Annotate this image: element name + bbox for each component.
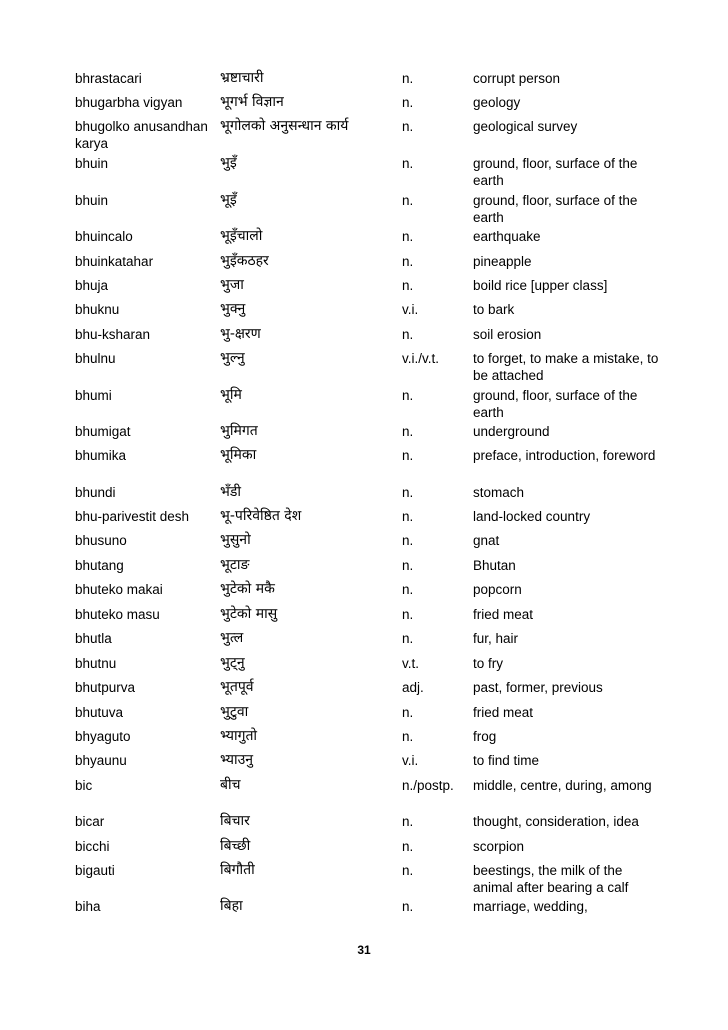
entry-pos: n. — [402, 119, 414, 134]
entry-headword: bhutla — [75, 631, 112, 646]
entry-pos: v.i./v.t. — [402, 351, 439, 366]
dictionary-entry — [75, 532, 665, 549]
entry-nepali: भुटेको मकै — [220, 581, 275, 597]
entry-nepali: भूगोलको अनुसन्धान कार्य — [220, 118, 349, 134]
entry-definition: stomach — [473, 485, 525, 500]
entry-definition: ground, floor, surface of the earth — [473, 156, 638, 188]
entry-headword: bhuteko makai — [75, 582, 163, 597]
entry-definition: thought, consideration, idea — [473, 814, 639, 829]
entry-definition: preface, introduction, foreword — [473, 448, 656, 463]
entry-nepali: भूतपूर्व — [220, 679, 254, 695]
entry-definition: scorpion — [473, 839, 525, 854]
entry-definition: fur, hair — [473, 631, 519, 646]
entry-nepali: भँडी — [220, 484, 241, 500]
dictionary-entry — [75, 508, 665, 525]
dictionary-entry — [75, 679, 665, 696]
entry-headword: bhutuva — [75, 705, 124, 720]
entry-pos: v.i. — [402, 302, 419, 317]
dictionary-entry — [75, 838, 665, 855]
entry-definition: past, former, previous — [473, 680, 603, 695]
entry-headword: bhuin — [75, 156, 109, 171]
entry-headword: bhrastacari — [75, 71, 142, 86]
dictionary-entry — [75, 94, 665, 111]
entry-headword: bhyaguto — [75, 729, 131, 744]
dictionary-entry — [75, 752, 665, 769]
entry-nepali: भ्यागुतो — [220, 728, 258, 744]
dictionary-entry — [75, 862, 665, 895]
entry-nepali: भूमिका — [220, 447, 257, 463]
entry-headword: bhu-parivestit desh — [75, 509, 190, 524]
entry-nepali: भुट्नु — [220, 655, 245, 671]
entry-pos: n. — [402, 863, 414, 878]
entry-headword: bic — [75, 778, 93, 793]
entry-headword: bhumika — [75, 448, 127, 463]
entry-nepali: भ्रष्टाचारी — [220, 70, 264, 86]
entry-nepali: भुजा — [220, 277, 244, 293]
entry-pos: n. — [402, 729, 414, 744]
entry-headword: bhutnu — [75, 656, 117, 671]
entry-pos: n. — [402, 254, 414, 269]
entry-definition: ground, floor, surface of the earth — [473, 388, 638, 420]
entry-nepali: भुक्नु — [220, 301, 246, 317]
entry-definition: Bhutan — [473, 558, 516, 573]
entry-definition: middle, centre, during, among — [473, 778, 652, 793]
entry-pos: n. — [402, 485, 414, 500]
entry-definition: geology — [473, 95, 521, 110]
entry-headword: bhutang — [75, 558, 124, 573]
entry-definition: ground, floor, surface of the earth — [473, 193, 638, 225]
entry-headword: bhutpurva — [75, 680, 136, 695]
dictionary-entry — [75, 350, 665, 383]
entry-headword: bhuin — [75, 193, 109, 208]
entry-definition: corrupt person — [473, 71, 561, 86]
entry-nepali: भुसुनो — [220, 532, 251, 548]
entry-headword: bhugolko anusandhan karya — [75, 119, 208, 151]
entry-nepali: बिच्छी — [220, 838, 251, 854]
entry-headword: bhusuno — [75, 533, 127, 548]
entry-pos: n. — [402, 899, 414, 914]
entry-pos: v.t. — [402, 656, 420, 671]
dictionary-entry — [75, 253, 665, 270]
entry-nepali: भ्याउनु — [220, 752, 254, 768]
entry-nepali: भु-क्षरण — [220, 326, 261, 342]
entry-pos: n. — [402, 448, 414, 463]
entry-nepali: भुत्ल — [220, 630, 244, 646]
entry-nepali: बिचार — [220, 813, 250, 829]
dictionary-entry — [75, 277, 665, 294]
dictionary-entry — [75, 118, 665, 152]
entry-definition: soil erosion — [473, 327, 542, 342]
entry-definition: land-locked country — [473, 509, 591, 524]
dictionary-entry — [75, 557, 665, 574]
entry-pos: n. — [402, 327, 414, 342]
entry-nepali: भूमि — [220, 387, 242, 403]
entry-pos: n. — [402, 607, 414, 622]
dictionary-entry — [75, 228, 665, 245]
entry-definition: popcorn — [473, 582, 522, 597]
entry-headword: bhumigat — [75, 424, 131, 439]
dictionary-entry — [75, 655, 665, 672]
dictionary-entry — [75, 630, 665, 647]
entry-pos: adj. — [402, 680, 424, 695]
entry-pos: n. — [402, 509, 414, 524]
entry-headword: bhumi — [75, 388, 112, 403]
entry-nepali: भुमिगत — [220, 423, 258, 439]
entry-pos: n. — [402, 558, 414, 573]
dictionary-entry — [75, 777, 665, 794]
dictionary-entry — [75, 898, 665, 915]
entry-nepali: भूइँ — [220, 192, 237, 208]
entry-pos: n. — [402, 424, 414, 439]
entry-nepali: बीच — [220, 777, 241, 793]
entry-pos: n. — [402, 156, 414, 171]
entry-pos: n. — [402, 814, 414, 829]
dictionary-entry — [75, 155, 665, 188]
entry-headword: bhundi — [75, 485, 116, 500]
page-number: 31 — [357, 943, 371, 957]
entry-pos: v.i. — [402, 753, 419, 768]
dictionary-entry — [75, 704, 665, 721]
dictionary-entry — [75, 813, 665, 830]
dictionary-entry — [75, 484, 665, 501]
entry-definition: pineapple — [473, 254, 532, 269]
entry-nepali: भुइँकठहर — [220, 253, 269, 269]
entry-nepali: भुल्नु — [220, 350, 245, 366]
entry-pos: n. — [402, 71, 414, 86]
entry-pos: n. — [402, 705, 414, 720]
entry-definition: beestings, the milk of the animal after bearing a calf — [473, 863, 629, 895]
entry-nepali: भूइँचालो — [220, 228, 263, 244]
entry-pos: n. — [402, 582, 414, 597]
entry-definition: to forget, to make a mistake, to be attached — [473, 351, 659, 383]
entry-nepali: भूगर्भ विज्ञान — [220, 94, 284, 110]
entry-definition: to find time — [473, 753, 540, 768]
entry-nepali: भुटुवा — [220, 704, 249, 720]
entry-nepali: भुइँ — [220, 155, 237, 171]
entry-headword: bhugarbha vigyan — [75, 95, 183, 110]
dictionary-entry — [75, 387, 665, 420]
dictionary-entry — [75, 447, 665, 464]
entry-definition: frog — [473, 729, 497, 744]
entry-pos: n./postp. — [402, 778, 454, 793]
entry-headword: biha — [75, 899, 101, 914]
entry-nepali: बिगौती — [220, 862, 255, 878]
entry-pos: n. — [402, 95, 414, 110]
entry-pos: n. — [402, 388, 414, 403]
entry-headword: bhuinkatahar — [75, 254, 154, 269]
entry-headword: bicchi — [75, 839, 110, 854]
entry-definition: to bark — [473, 302, 515, 317]
dictionary-entry — [75, 70, 665, 87]
entry-pos: n. — [402, 193, 414, 208]
dictionary-entry — [75, 192, 665, 225]
entry-pos: n. — [402, 229, 414, 244]
dictionary-entry — [75, 606, 665, 623]
entry-headword: bhuja — [75, 278, 109, 293]
entry-headword: bhyaunu — [75, 753, 127, 768]
dictionary-entry — [75, 326, 665, 343]
entry-headword: bhuknu — [75, 302, 120, 317]
entry-nepali: बिहा — [220, 898, 243, 914]
entry-definition: boild rice [upper class] — [473, 278, 608, 293]
entry-definition: earthquake — [473, 229, 541, 244]
entry-definition: marriage, wedding, — [473, 899, 588, 914]
entry-pos: n. — [402, 631, 414, 646]
entry-definition: gnat — [473, 533, 500, 548]
entry-definition: geological survey — [473, 119, 578, 134]
entry-nepali: भूटाङ — [220, 557, 250, 573]
entry-pos: n. — [402, 278, 414, 293]
entry-nepali: भुटेको मासु — [220, 606, 278, 622]
entry-definition: fried meat — [473, 705, 534, 720]
dictionary-entry — [75, 301, 665, 318]
entry-headword: bigauti — [75, 863, 115, 878]
dictionary-entry — [75, 728, 665, 745]
entry-pos: n. — [402, 839, 414, 854]
entry-pos: n. — [402, 533, 414, 548]
entry-definition: to fry — [473, 656, 504, 671]
dictionary-entry — [75, 581, 665, 598]
entry-headword: bhulnu — [75, 351, 116, 366]
entry-definition: fried meat — [473, 607, 534, 622]
entry-headword: bhuincalo — [75, 229, 133, 244]
entry-headword: bhuteko masu — [75, 607, 160, 622]
entry-nepali: भू-परिवेष्ठित देश — [220, 508, 302, 524]
entry-headword: bhu-ksharan — [75, 327, 151, 342]
dictionary-entry — [75, 423, 665, 440]
entry-headword: bicar — [75, 814, 105, 829]
entry-definition: underground — [473, 424, 550, 439]
